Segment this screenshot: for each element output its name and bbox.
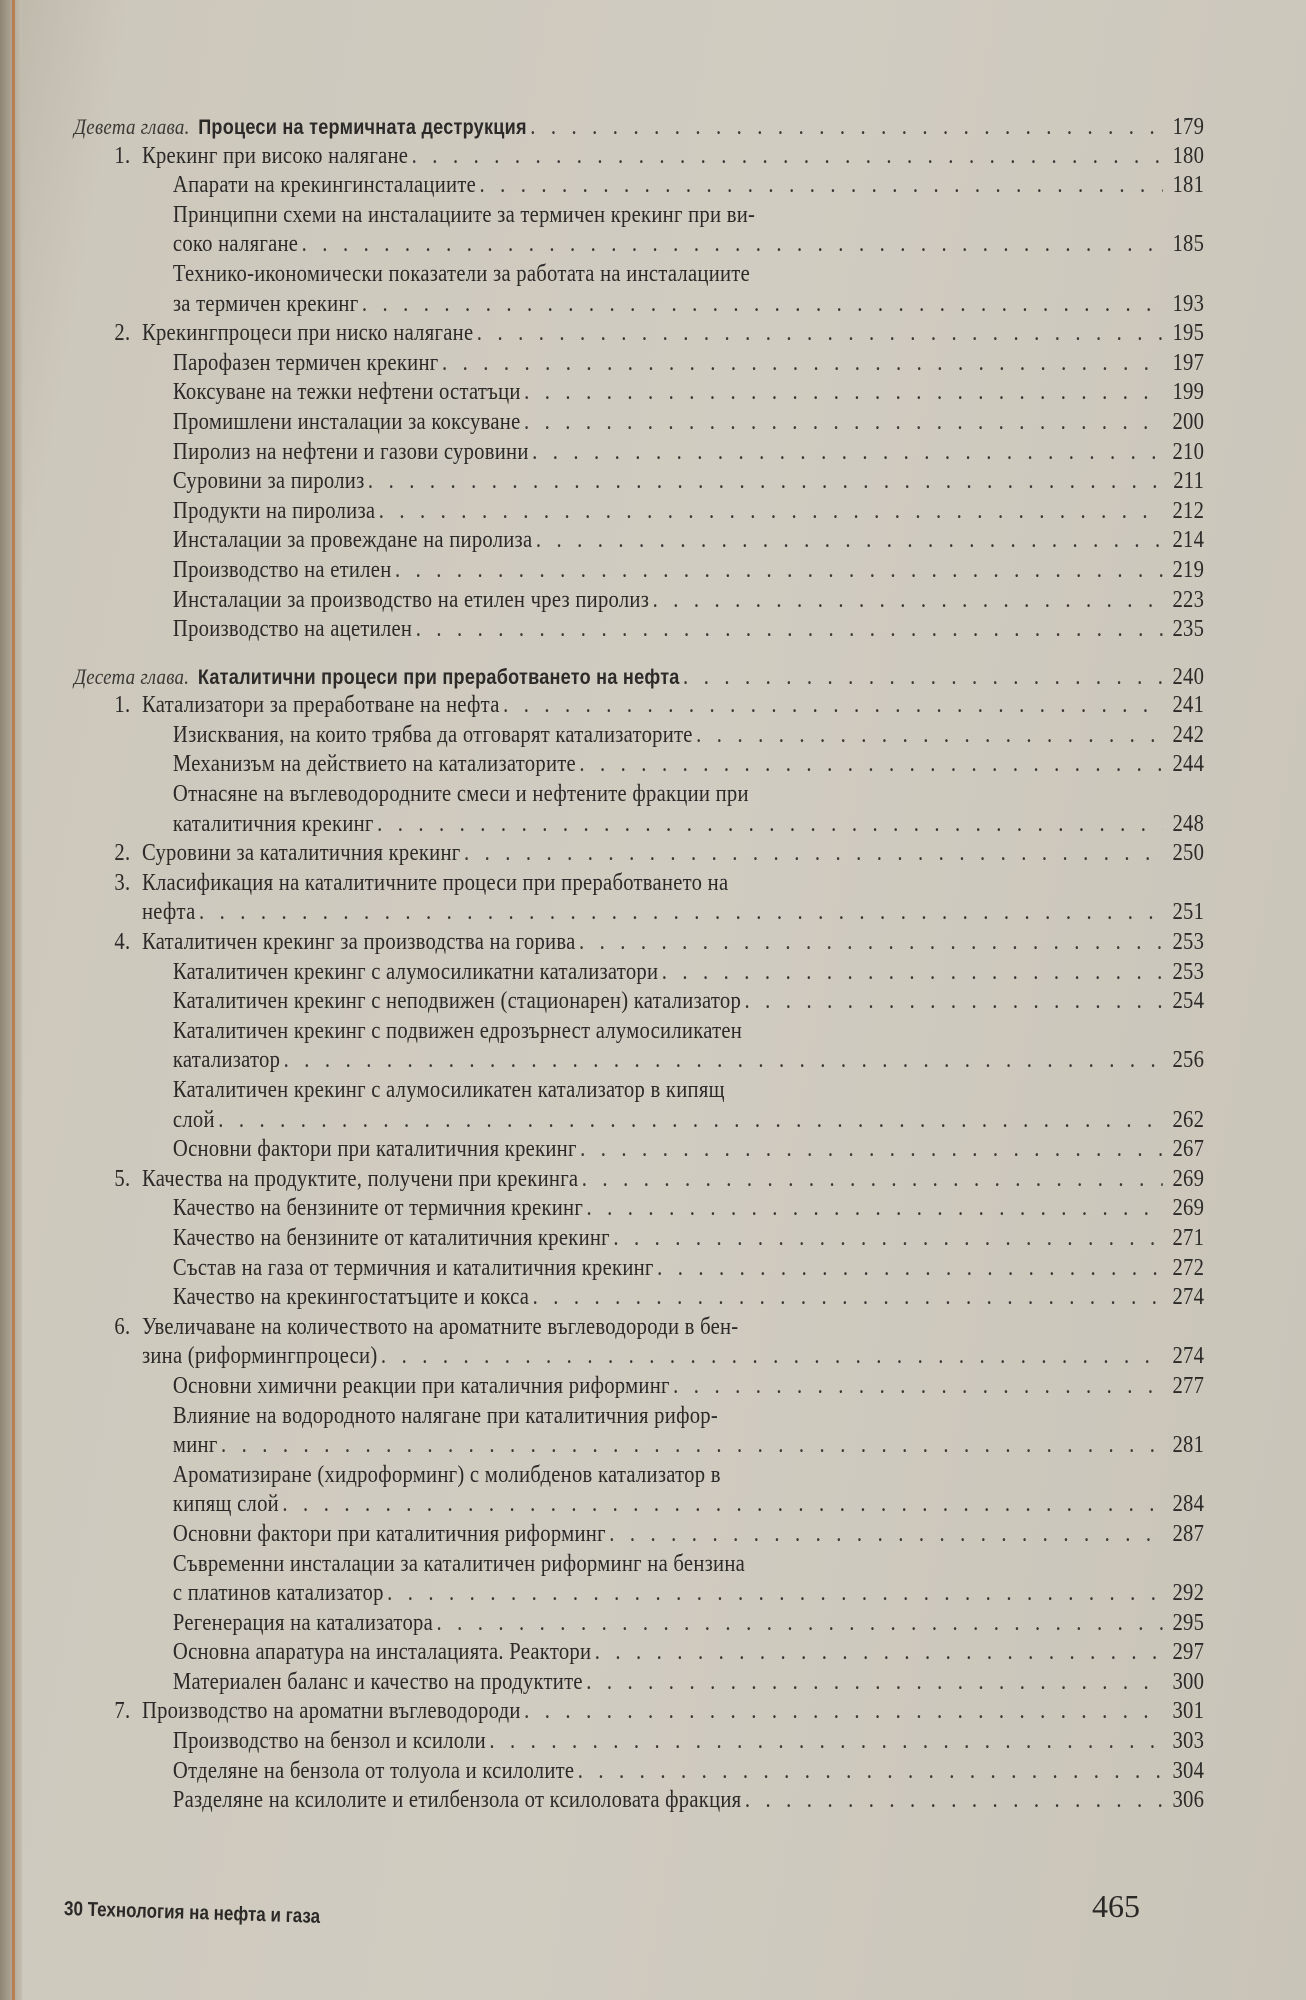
- entry-continuation: [74, 1106, 1204, 1136]
- page-ref: 180: [1172, 142, 1205, 169]
- page-ref: 295: [1172, 1609, 1205, 1636]
- subsection-entry: [74, 1461, 1204, 1491]
- dot-leader: [377, 810, 1163, 840]
- entry-title: Парофазен термичен крекинг: [172, 349, 439, 376]
- section-entry: [74, 1165, 1204, 1195]
- entry-title: Промишлени инсталации за коксуване: [172, 408, 521, 435]
- page-ref: 281: [1172, 1432, 1205, 1459]
- dot-leader: [609, 1520, 1163, 1550]
- page-ref: 214: [1172, 527, 1205, 554]
- page-ref: 240: [1172, 663, 1205, 690]
- dot-leader: [683, 663, 1163, 693]
- entry-title: Качество на бензините от термичния крекинг: [172, 1195, 584, 1222]
- section-entry: [74, 1697, 1204, 1727]
- entry-title: Инсталации за провеждане на пиролиза: [172, 527, 533, 554]
- dot-leader: [580, 1135, 1163, 1165]
- dot-leader: [368, 467, 1163, 497]
- entry-title: Продукти на пиролиза: [172, 497, 376, 524]
- dot-leader: [199, 898, 1163, 928]
- page-ref: 223: [1172, 586, 1205, 613]
- dot-leader: [218, 1106, 1163, 1136]
- subsection-entry: [74, 1135, 1204, 1165]
- page-ref: 287: [1172, 1520, 1205, 1547]
- subsection-entry: [74, 526, 1204, 556]
- subsection-entry: [74, 171, 1204, 201]
- entry-title: Производство на бензол и ксилоли: [172, 1728, 486, 1755]
- section-number: 6.: [114, 1313, 131, 1340]
- page-ref: 267: [1172, 1136, 1205, 1163]
- page-ref: 272: [1172, 1254, 1205, 1281]
- dot-leader: [412, 142, 1163, 172]
- page-ref: 253: [1172, 929, 1205, 956]
- page-ref: 274: [1172, 1343, 1205, 1370]
- printer-signature: 30 Технология на нефта и газа: [63, 1898, 321, 1928]
- subsection-entry: [74, 750, 1204, 780]
- entry-title: Съвременни инсталации за каталитичен риформинг на бензина: [172, 1550, 746, 1577]
- section-number: 2.: [114, 320, 131, 347]
- section-entry: [74, 839, 1204, 869]
- page-ref: 297: [1172, 1639, 1205, 1666]
- entry-title: Основна апаратура на инсталацията. Реактори: [172, 1639, 592, 1666]
- entry-title-continued: минг: [172, 1432, 218, 1459]
- dot-leader: [745, 987, 1163, 1017]
- page-ref: 185: [1172, 231, 1205, 258]
- subsection-entry: [74, 1786, 1204, 1816]
- entry-title: Основни химични реакции при каталичния риформинг: [172, 1372, 670, 1399]
- entry-title: Отделяне на бензола от толуола и ксилолите: [172, 1757, 575, 1784]
- page-ref: 284: [1172, 1491, 1205, 1518]
- entry-title: Основни фактори при каталитичния риформинг: [172, 1520, 606, 1547]
- page-ref: 271: [1172, 1224, 1205, 1251]
- page-ref: 179: [1172, 114, 1205, 140]
- entry-continuation: [74, 810, 1204, 840]
- entry-title-continued: нефта: [141, 899, 196, 926]
- subsection-entry: [74, 721, 1204, 751]
- entry-title: Класификация на каталитичните процеси при преработването на: [141, 869, 729, 896]
- subsection-entry: [74, 1757, 1204, 1787]
- subsection-entry: [74, 408, 1204, 438]
- entry-title: Крекингпроцеси при ниско налягане: [141, 320, 474, 347]
- entry-title: Инсталации за производство на етилен чрез пиролиз: [172, 586, 650, 613]
- dot-leader: [613, 1224, 1163, 1254]
- dot-leader: [745, 1786, 1163, 1816]
- entry-continuation: [74, 1431, 1204, 1461]
- dot-leader: [379, 497, 1163, 527]
- entry-continuation: [74, 1046, 1204, 1076]
- page-ref: 269: [1172, 1195, 1205, 1222]
- subsection-entry: [74, 349, 1204, 379]
- entry-title: Каталитичен крекинг за производства на горива: [141, 929, 576, 956]
- page-ref: 306: [1172, 1787, 1205, 1814]
- page-ref: 300: [1172, 1668, 1205, 1695]
- page-ref: 210: [1172, 438, 1205, 465]
- dot-leader: [530, 113, 1163, 143]
- entry-title-continued: слой: [172, 1106, 215, 1133]
- dot-leader: [653, 586, 1163, 616]
- page-ref: 303: [1172, 1728, 1205, 1755]
- entry-continuation: [74, 1579, 1204, 1609]
- subsection-entry: [74, 1668, 1204, 1698]
- subsection-entry: [74, 1727, 1204, 1757]
- section-entry: [74, 1313, 1204, 1343]
- dot-leader: [578, 1757, 1163, 1787]
- chapter-label: Десета глава.: [74, 663, 190, 689]
- section-entry: [74, 142, 1204, 172]
- page-ref: 244: [1172, 751, 1205, 778]
- entry-title: Ароматизиране (хидроформинг) с молибденов катализатор в: [172, 1461, 721, 1488]
- page-ref: 253: [1172, 958, 1205, 985]
- subsection-entry: [74, 1017, 1204, 1047]
- page-ref: 181: [1172, 172, 1205, 199]
- entry-title: Производство на етилен: [172, 556, 392, 583]
- page-ref: 197: [1172, 349, 1205, 376]
- entry-title: Апарати на крекингинсталациите: [172, 172, 477, 199]
- entry-title: Катализатори за преработване на нефта: [141, 692, 500, 719]
- subsection-entry: [74, 1194, 1204, 1224]
- subsection-entry: [74, 1520, 1204, 1550]
- subsection-entry: [74, 1372, 1204, 1402]
- subsection-entry: [74, 1609, 1204, 1639]
- page-ref: 248: [1172, 810, 1205, 837]
- page-ref: 195: [1172, 320, 1205, 347]
- chapter-title: Каталитични процеси при преработването на нефта: [197, 665, 680, 689]
- subsection-entry: [74, 467, 1204, 497]
- subsection-entry: [74, 1076, 1204, 1106]
- entry-title: Производство на ароматни въглеводороди: [141, 1698, 521, 1725]
- entry-title: Пиролиз на нефтени и газови суровини: [172, 438, 529, 465]
- subsection-entry: [74, 987, 1204, 1017]
- entry-title: Основни фактори при каталитичния крекинг: [172, 1136, 577, 1163]
- subsection-entry: [74, 615, 1204, 645]
- entry-title: Регенерация на катализатора: [172, 1609, 434, 1636]
- entry-continuation: [74, 230, 1204, 260]
- dot-leader: [387, 1579, 1163, 1609]
- subsection-entry: [74, 1402, 1204, 1432]
- entry-continuation: [74, 1342, 1204, 1372]
- entry-title: Механизъм на действието на катализаторите: [172, 751, 576, 778]
- page-ref: 242: [1172, 721, 1205, 748]
- dot-leader: [595, 1638, 1163, 1668]
- subsection-entry: [74, 556, 1204, 586]
- dot-leader: [524, 408, 1163, 438]
- section-number: 3.: [114, 869, 131, 896]
- entry-title: Суровини за пиролиз: [172, 468, 365, 495]
- section-entry: [74, 319, 1204, 349]
- dot-leader: [282, 1490, 1163, 1520]
- subsection-entry: [74, 958, 1204, 988]
- page-ref: 304: [1172, 1757, 1205, 1784]
- subsection-entry: [74, 497, 1204, 527]
- entry-title-continued: катализатор: [172, 1047, 281, 1074]
- entry-title-continued: кипящ слой: [172, 1491, 279, 1518]
- entry-title: Отнасяне на въглеводородните смеси и нефтените фракции при: [172, 781, 749, 808]
- subsection-entry: [74, 378, 1204, 408]
- section-number: 7.: [114, 1698, 131, 1725]
- dot-leader: [532, 438, 1163, 468]
- section-number: 2.: [114, 840, 131, 867]
- entry-continuation: [74, 1490, 1204, 1520]
- dot-leader: [579, 928, 1163, 958]
- dot-leader: [477, 319, 1163, 349]
- entry-title: Крекинг при високо налягане: [141, 142, 409, 169]
- entry-title: Изисквания, на които трябва да отговарят катализаторите: [172, 721, 693, 748]
- entry-continuation: [74, 898, 1204, 928]
- page-ref: 256: [1172, 1047, 1205, 1074]
- entry-title-continued: за термичен крекинг: [172, 290, 359, 317]
- chapter-heading: [74, 662, 1204, 692]
- entry-title: Качество на бензините от каталитичния крекинг: [172, 1224, 610, 1251]
- entry-title: Коксуване на тежки нефтени остатъци: [172, 379, 521, 406]
- chapter-label: Девета глава.: [74, 114, 190, 139]
- page-ref: 292: [1172, 1580, 1205, 1607]
- page-edge: [12, 0, 15, 2000]
- page-ref: 212: [1172, 497, 1205, 524]
- entry-title-continued: зина (риформингпроцеси): [141, 1343, 378, 1370]
- dot-leader: [381, 1342, 1163, 1372]
- entry-title: Увеличаване на количеството на ароматните въглеводороди в бен-: [141, 1313, 739, 1340]
- entry-title: Състав на газа от термичния и каталитичния крекинг: [172, 1254, 654, 1281]
- book-spine-shadow: [0, 0, 22, 2000]
- page-ref: 211: [1173, 468, 1205, 495]
- dot-leader: [579, 750, 1163, 780]
- subsection-entry: [74, 780, 1204, 810]
- dot-leader: [464, 839, 1163, 869]
- dot-leader: [221, 1431, 1163, 1461]
- page-ref: 254: [1172, 988, 1205, 1015]
- page-ref: 262: [1172, 1106, 1205, 1133]
- dot-leader: [284, 1046, 1163, 1076]
- page-ref: 277: [1172, 1372, 1205, 1399]
- entry-title: Принципни схеми на инсталациите за термичен крекинг при ви-: [172, 201, 756, 228]
- page-ref: 251: [1172, 899, 1205, 926]
- entry-title: Каталитичен крекинг с алумосиликатен катализатор в кипящ: [172, 1077, 725, 1103]
- dot-leader: [662, 958, 1163, 988]
- page-number: 465: [1092, 1888, 1140, 1924]
- section-number: 1.: [114, 692, 131, 719]
- dot-leader: [582, 1165, 1163, 1195]
- entry-title: Качество на крекингостатъците и кокса: [172, 1284, 530, 1311]
- dot-leader: [489, 1727, 1163, 1757]
- entry-title: Материален баланс и качество на продуктите: [172, 1668, 583, 1695]
- subsection-entry: [74, 438, 1204, 468]
- page-ref: 193: [1172, 290, 1205, 317]
- subsection-entry: [74, 201, 1204, 231]
- dot-leader: [479, 171, 1162, 201]
- entry-title: Каталитичен крекинг с подвижен едрозърнест алумосиликатен: [172, 1017, 743, 1044]
- dot-leader: [673, 1372, 1163, 1402]
- subsection-entry: [74, 1254, 1204, 1284]
- section-entry: [74, 928, 1204, 958]
- dot-leader: [416, 615, 1163, 645]
- dot-leader: [524, 1697, 1163, 1727]
- dot-leader: [395, 556, 1163, 586]
- page-ref: 301: [1172, 1698, 1205, 1725]
- page-ref: 274: [1172, 1284, 1205, 1311]
- dot-leader: [533, 1283, 1163, 1313]
- entry-title: Суровини за каталитичния крекинг: [141, 840, 461, 867]
- entry-title-continued: с платинов катализатор: [172, 1580, 384, 1607]
- entry-title: Разделяне на ксилолите и етилбензола от ксилоловата фракция: [172, 1787, 742, 1814]
- entry-title: Производство на ацетилен: [172, 616, 413, 643]
- dot-leader: [587, 1194, 1163, 1224]
- entry-title: Каталитичен крекинг с алумосиликатни катализатори: [172, 958, 659, 985]
- subsection-entry: [74, 1638, 1204, 1668]
- dot-leader: [503, 691, 1163, 721]
- chapter-title: Процеси на термичната деструкция: [198, 116, 527, 139]
- page-ref: 250: [1172, 840, 1205, 867]
- page-ref: 235: [1172, 616, 1205, 643]
- section-number: 1.: [114, 142, 131, 169]
- entry-title: Технико-икономически показатели за работата на инсталациите: [172, 260, 751, 287]
- dot-leader: [436, 1609, 1162, 1639]
- dot-leader: [536, 526, 1163, 556]
- subsection-entry: [74, 260, 1204, 290]
- subsection-entry: [74, 1224, 1204, 1254]
- section-entry: [74, 691, 1204, 721]
- subsection-entry: [74, 1550, 1204, 1580]
- table-of-contents: [74, 112, 1204, 1816]
- page-ref: 200: [1172, 408, 1205, 435]
- subsection-entry: [74, 1283, 1204, 1313]
- entry-title: Каталитичен крекинг с неподвижен (стационарен) катализатор: [172, 988, 742, 1015]
- entry-title: Качества на продуктите, получени при крекинга: [141, 1165, 579, 1192]
- dot-leader: [362, 290, 1163, 320]
- entry-title-continued: соко налягане: [172, 231, 299, 258]
- section-entry: [74, 869, 1204, 899]
- dot-leader: [586, 1668, 1163, 1698]
- page-ref: 269: [1172, 1165, 1205, 1192]
- subsection-entry: [74, 586, 1204, 616]
- chapter-heading: [74, 112, 1204, 142]
- dot-leader: [696, 721, 1163, 751]
- section-number: 5.: [114, 1165, 131, 1192]
- dot-leader: [524, 378, 1163, 408]
- page-ref: 219: [1172, 556, 1205, 583]
- entry-continuation: [74, 290, 1204, 320]
- section-number: 4.: [114, 929, 131, 956]
- dot-leader: [657, 1254, 1163, 1284]
- entry-title: Влияние на водородното налягане при каталитичния рифор-: [172, 1402, 718, 1429]
- dot-leader: [302, 230, 1163, 260]
- dot-leader: [442, 349, 1163, 379]
- page-ref: 199: [1172, 379, 1205, 406]
- entry-title-continued: каталитичния крекинг: [172, 810, 374, 837]
- page-ref: 241: [1172, 692, 1205, 719]
